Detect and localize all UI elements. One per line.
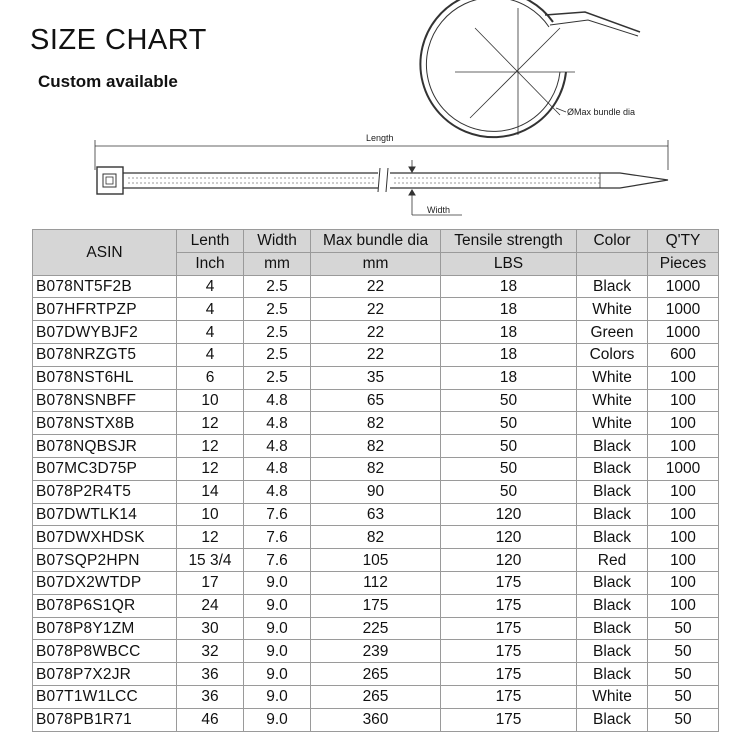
table-cell: 2.5	[244, 343, 311, 366]
table-cell: 100	[648, 571, 719, 594]
table-cell: 4.8	[244, 412, 311, 435]
table-cell: 175	[441, 571, 577, 594]
column-header: Max bundle dia	[311, 230, 441, 253]
bundle-dia-label: ØMax bundle dia	[567, 107, 636, 117]
table-cell: 24	[177, 594, 244, 617]
table-cell: 600	[648, 343, 719, 366]
table-cell: 50	[648, 617, 719, 640]
table-cell: 360	[311, 708, 441, 731]
asin-cell: B078P8WBCC	[33, 640, 177, 663]
table-cell: Black	[577, 663, 648, 686]
table-row	[33, 343, 719, 366]
table-cell: 82	[311, 526, 441, 549]
column-unit: mm	[311, 252, 441, 275]
asin-cell: B078NST6HL	[33, 366, 177, 389]
table-cell: 14	[177, 480, 244, 503]
table-cell: 50	[648, 708, 719, 731]
table-cell: 22	[311, 343, 441, 366]
column-header: Width	[244, 230, 311, 253]
table-body	[33, 275, 719, 731]
asin-cell: B07DWTLK14	[33, 503, 177, 526]
asin-cell: B078PB1R71	[33, 708, 177, 731]
table-cell: 18	[441, 321, 577, 344]
table-cell: 18	[441, 298, 577, 321]
table-cell: 2.5	[244, 321, 311, 344]
table-cell: 2.5	[244, 298, 311, 321]
table-cell: 4.8	[244, 457, 311, 480]
table-cell: 4.8	[244, 480, 311, 503]
asin-cell: B078P7X2JR	[33, 663, 177, 686]
table-cell: 1000	[648, 275, 719, 298]
table-cell: 7.6	[244, 526, 311, 549]
table-cell: 175	[441, 617, 577, 640]
table-cell: 15 3/4	[177, 549, 244, 572]
table-row	[33, 480, 719, 503]
width-label: Width	[427, 205, 451, 215]
table-cell: 18	[441, 275, 577, 298]
table-cell: 9.0	[244, 685, 311, 708]
table-cell: 1000	[648, 321, 719, 344]
asin-cell: B07DWXHDSK	[33, 526, 177, 549]
table-cell: 7.6	[244, 503, 311, 526]
table-cell: 30	[177, 617, 244, 640]
table-cell: 50	[441, 412, 577, 435]
table-cell: Black	[577, 275, 648, 298]
table-cell: Black	[577, 480, 648, 503]
table-cell: Black	[577, 503, 648, 526]
table-cell: 7.6	[244, 549, 311, 572]
table-cell: 100	[648, 549, 719, 572]
table-cell: 50	[441, 480, 577, 503]
table-cell: 105	[311, 549, 441, 572]
asin-cell: B078NSNBFF	[33, 389, 177, 412]
table-row	[33, 640, 719, 663]
size-chart-table	[32, 229, 719, 732]
length-label: Length	[366, 133, 394, 143]
table-row	[33, 503, 719, 526]
table-row	[33, 412, 719, 435]
column-unit: Pieces	[648, 252, 719, 275]
table-row	[33, 321, 719, 344]
table-cell: 6	[177, 366, 244, 389]
table-cell: 22	[311, 298, 441, 321]
table-cell: 120	[441, 549, 577, 572]
table-row	[33, 457, 719, 480]
table-cell: 65	[311, 389, 441, 412]
column-unit: Inch	[177, 252, 244, 275]
asin-cell: B07SQP2HPN	[33, 549, 177, 572]
table-cell: 175	[311, 594, 441, 617]
table-cell: 50	[648, 663, 719, 686]
table-cell: 9.0	[244, 594, 311, 617]
table-cell: 63	[311, 503, 441, 526]
table-cell: Black	[577, 640, 648, 663]
table-cell: Green	[577, 321, 648, 344]
table-cell: White	[577, 366, 648, 389]
table-cell: White	[577, 389, 648, 412]
table-cell: 82	[311, 457, 441, 480]
table-cell: 35	[311, 366, 441, 389]
table-cell: 225	[311, 617, 441, 640]
table-cell: 175	[441, 708, 577, 731]
column-header: Q'TY	[648, 230, 719, 253]
table-cell: 175	[441, 663, 577, 686]
table-cell: 2.5	[244, 275, 311, 298]
table-cell: 10	[177, 389, 244, 412]
table-cell: 120	[441, 503, 577, 526]
table-cell: 265	[311, 663, 441, 686]
table-row	[33, 298, 719, 321]
table-cell: 12	[177, 412, 244, 435]
table-cell: White	[577, 685, 648, 708]
table-cell: 50	[441, 435, 577, 458]
table-cell: 4.8	[244, 435, 311, 458]
table-row	[33, 594, 719, 617]
table-cell: 4	[177, 343, 244, 366]
table-cell: Black	[577, 571, 648, 594]
table-cell: 50	[648, 640, 719, 663]
table-cell: 36	[177, 663, 244, 686]
table-cell: 4	[177, 321, 244, 344]
table-cell: 175	[441, 640, 577, 663]
table-cell: White	[577, 412, 648, 435]
page-subtitle: Custom available	[38, 72, 178, 91]
asin-cell: B078P6S1QR	[33, 594, 177, 617]
table-cell: Black	[577, 617, 648, 640]
table-cell: 12	[177, 435, 244, 458]
table-row	[33, 708, 719, 731]
table-cell: 32	[177, 640, 244, 663]
table-cell: Black	[577, 457, 648, 480]
asin-cell: B078NRZGT5	[33, 343, 177, 366]
table-cell: 22	[311, 321, 441, 344]
table-cell: 175	[441, 685, 577, 708]
table-cell: 4	[177, 298, 244, 321]
asin-cell: B078P2R4T5	[33, 480, 177, 503]
table-cell: 120	[441, 526, 577, 549]
table-cell: 90	[311, 480, 441, 503]
table-cell: Red	[577, 549, 648, 572]
table-cell: 100	[648, 412, 719, 435]
table-row	[33, 435, 719, 458]
table-row	[33, 366, 719, 389]
table-cell: Black	[577, 526, 648, 549]
table-cell: 12	[177, 457, 244, 480]
table-row	[33, 549, 719, 572]
table-cell: 50	[441, 389, 577, 412]
table-cell: 1000	[648, 457, 719, 480]
cable-tie-strap	[97, 167, 668, 194]
table-cell: 9.0	[244, 617, 311, 640]
table-cell: 175	[441, 594, 577, 617]
table-cell: 9.0	[244, 640, 311, 663]
table-cell: 100	[648, 389, 719, 412]
asin-cell: B07HFRTPZP	[33, 298, 177, 321]
table-cell: 100	[648, 503, 719, 526]
column-header: Color	[577, 230, 648, 253]
table-cell: 22	[311, 275, 441, 298]
table-cell: Black	[577, 708, 648, 731]
column-header: Lenth	[177, 230, 244, 253]
table-cell: 18	[441, 343, 577, 366]
table-cell: 50	[441, 457, 577, 480]
table-cell: 82	[311, 435, 441, 458]
column-unit: LBS	[441, 252, 577, 275]
table-cell: 4.8	[244, 389, 311, 412]
column-header: Tensile strength	[441, 230, 577, 253]
column-header: ASIN	[33, 230, 177, 276]
table-cell: 100	[648, 594, 719, 617]
table-header	[33, 230, 719, 276]
asin-cell: B07T1W1LCC	[33, 685, 177, 708]
table-row	[33, 526, 719, 549]
table-cell: White	[577, 298, 648, 321]
table-cell: 9.0	[244, 708, 311, 731]
table-row	[33, 389, 719, 412]
table-cell: 17	[177, 571, 244, 594]
table-cell: 100	[648, 480, 719, 503]
table-row	[33, 617, 719, 640]
table-cell: 82	[311, 412, 441, 435]
header-row-names	[33, 230, 719, 253]
table-cell: 1000	[648, 298, 719, 321]
asin-cell: B078NSTX8B	[33, 412, 177, 435]
table-row	[33, 663, 719, 686]
asin-cell: B07MC3D75P	[33, 457, 177, 480]
asin-cell: B07DX2WTDP	[33, 571, 177, 594]
table-row	[33, 571, 719, 594]
table-cell: 239	[311, 640, 441, 663]
table-row	[33, 685, 719, 708]
table-cell: 18	[441, 366, 577, 389]
table-cell: 100	[648, 366, 719, 389]
cable-tie-diagram	[0, 0, 750, 228]
column-unit	[577, 252, 648, 275]
table-row	[33, 275, 719, 298]
table-cell: 265	[311, 685, 441, 708]
asin-cell: B07DWYBJF2	[33, 321, 177, 344]
table-cell: 12	[177, 526, 244, 549]
table-cell: Black	[577, 594, 648, 617]
asin-cell: B078NQBSJR	[33, 435, 177, 458]
asin-cell: B078NT5F2B	[33, 275, 177, 298]
table-cell: 50	[648, 685, 719, 708]
table-cell: 9.0	[244, 571, 311, 594]
length-dimension	[95, 140, 668, 170]
page-title: SIZE CHART	[30, 24, 207, 56]
table-cell: Colors	[577, 343, 648, 366]
table-cell: 10	[177, 503, 244, 526]
asin-cell: B078P8Y1ZM	[33, 617, 177, 640]
table-cell: 46	[177, 708, 244, 731]
table-cell: 4	[177, 275, 244, 298]
table-cell: 100	[648, 526, 719, 549]
table-cell: Black	[577, 435, 648, 458]
table-cell: 36	[177, 685, 244, 708]
table-cell: 112	[311, 571, 441, 594]
table-cell: 9.0	[244, 663, 311, 686]
table-cell: 2.5	[244, 366, 311, 389]
column-unit: mm	[244, 252, 311, 275]
table-cell: 100	[648, 435, 719, 458]
